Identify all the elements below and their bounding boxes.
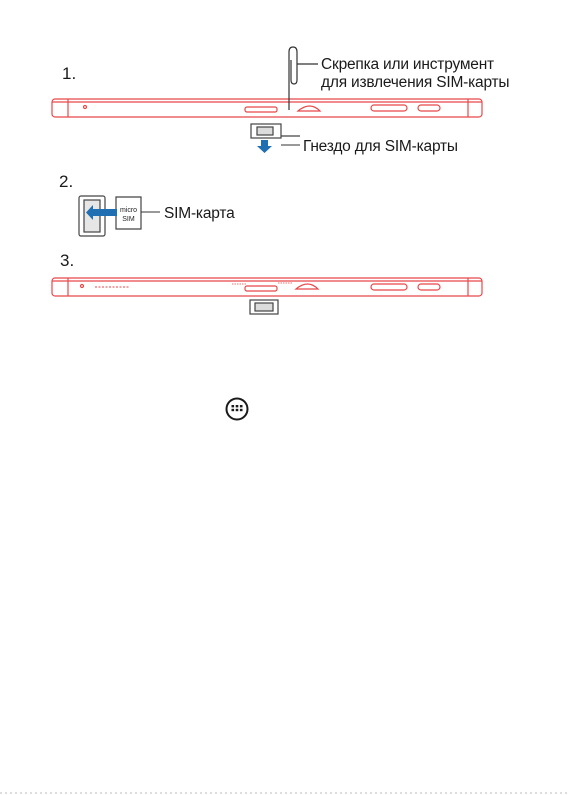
ejector-tool-icon: [289, 47, 318, 110]
micro-sim-text-line2: SIM: [122, 216, 135, 223]
sim-tray-step3: [250, 300, 278, 314]
device-side-view-step1: [52, 99, 482, 117]
device-side-view-step3: [52, 278, 482, 296]
tool-label-line2: для извлечения SIM-карты: [321, 74, 510, 91]
sim-card-label: SIM-карта: [164, 205, 235, 222]
micro-sim-card-icon: [116, 197, 141, 229]
sim-tray-step1: [251, 124, 300, 138]
step-3-number: 3.: [60, 251, 75, 270]
apps-grid-icon: [225, 397, 249, 421]
down-arrow-icon: [257, 140, 272, 153]
slot-label: Гнездо для SIM-карты: [303, 138, 458, 155]
micro-sim-text-line1: micro: [119, 207, 138, 214]
step-2-number: 2.: [59, 172, 74, 191]
tool-label-line1: Скрепка или инструмент: [321, 56, 494, 73]
step-1-number: 1.: [62, 64, 77, 83]
